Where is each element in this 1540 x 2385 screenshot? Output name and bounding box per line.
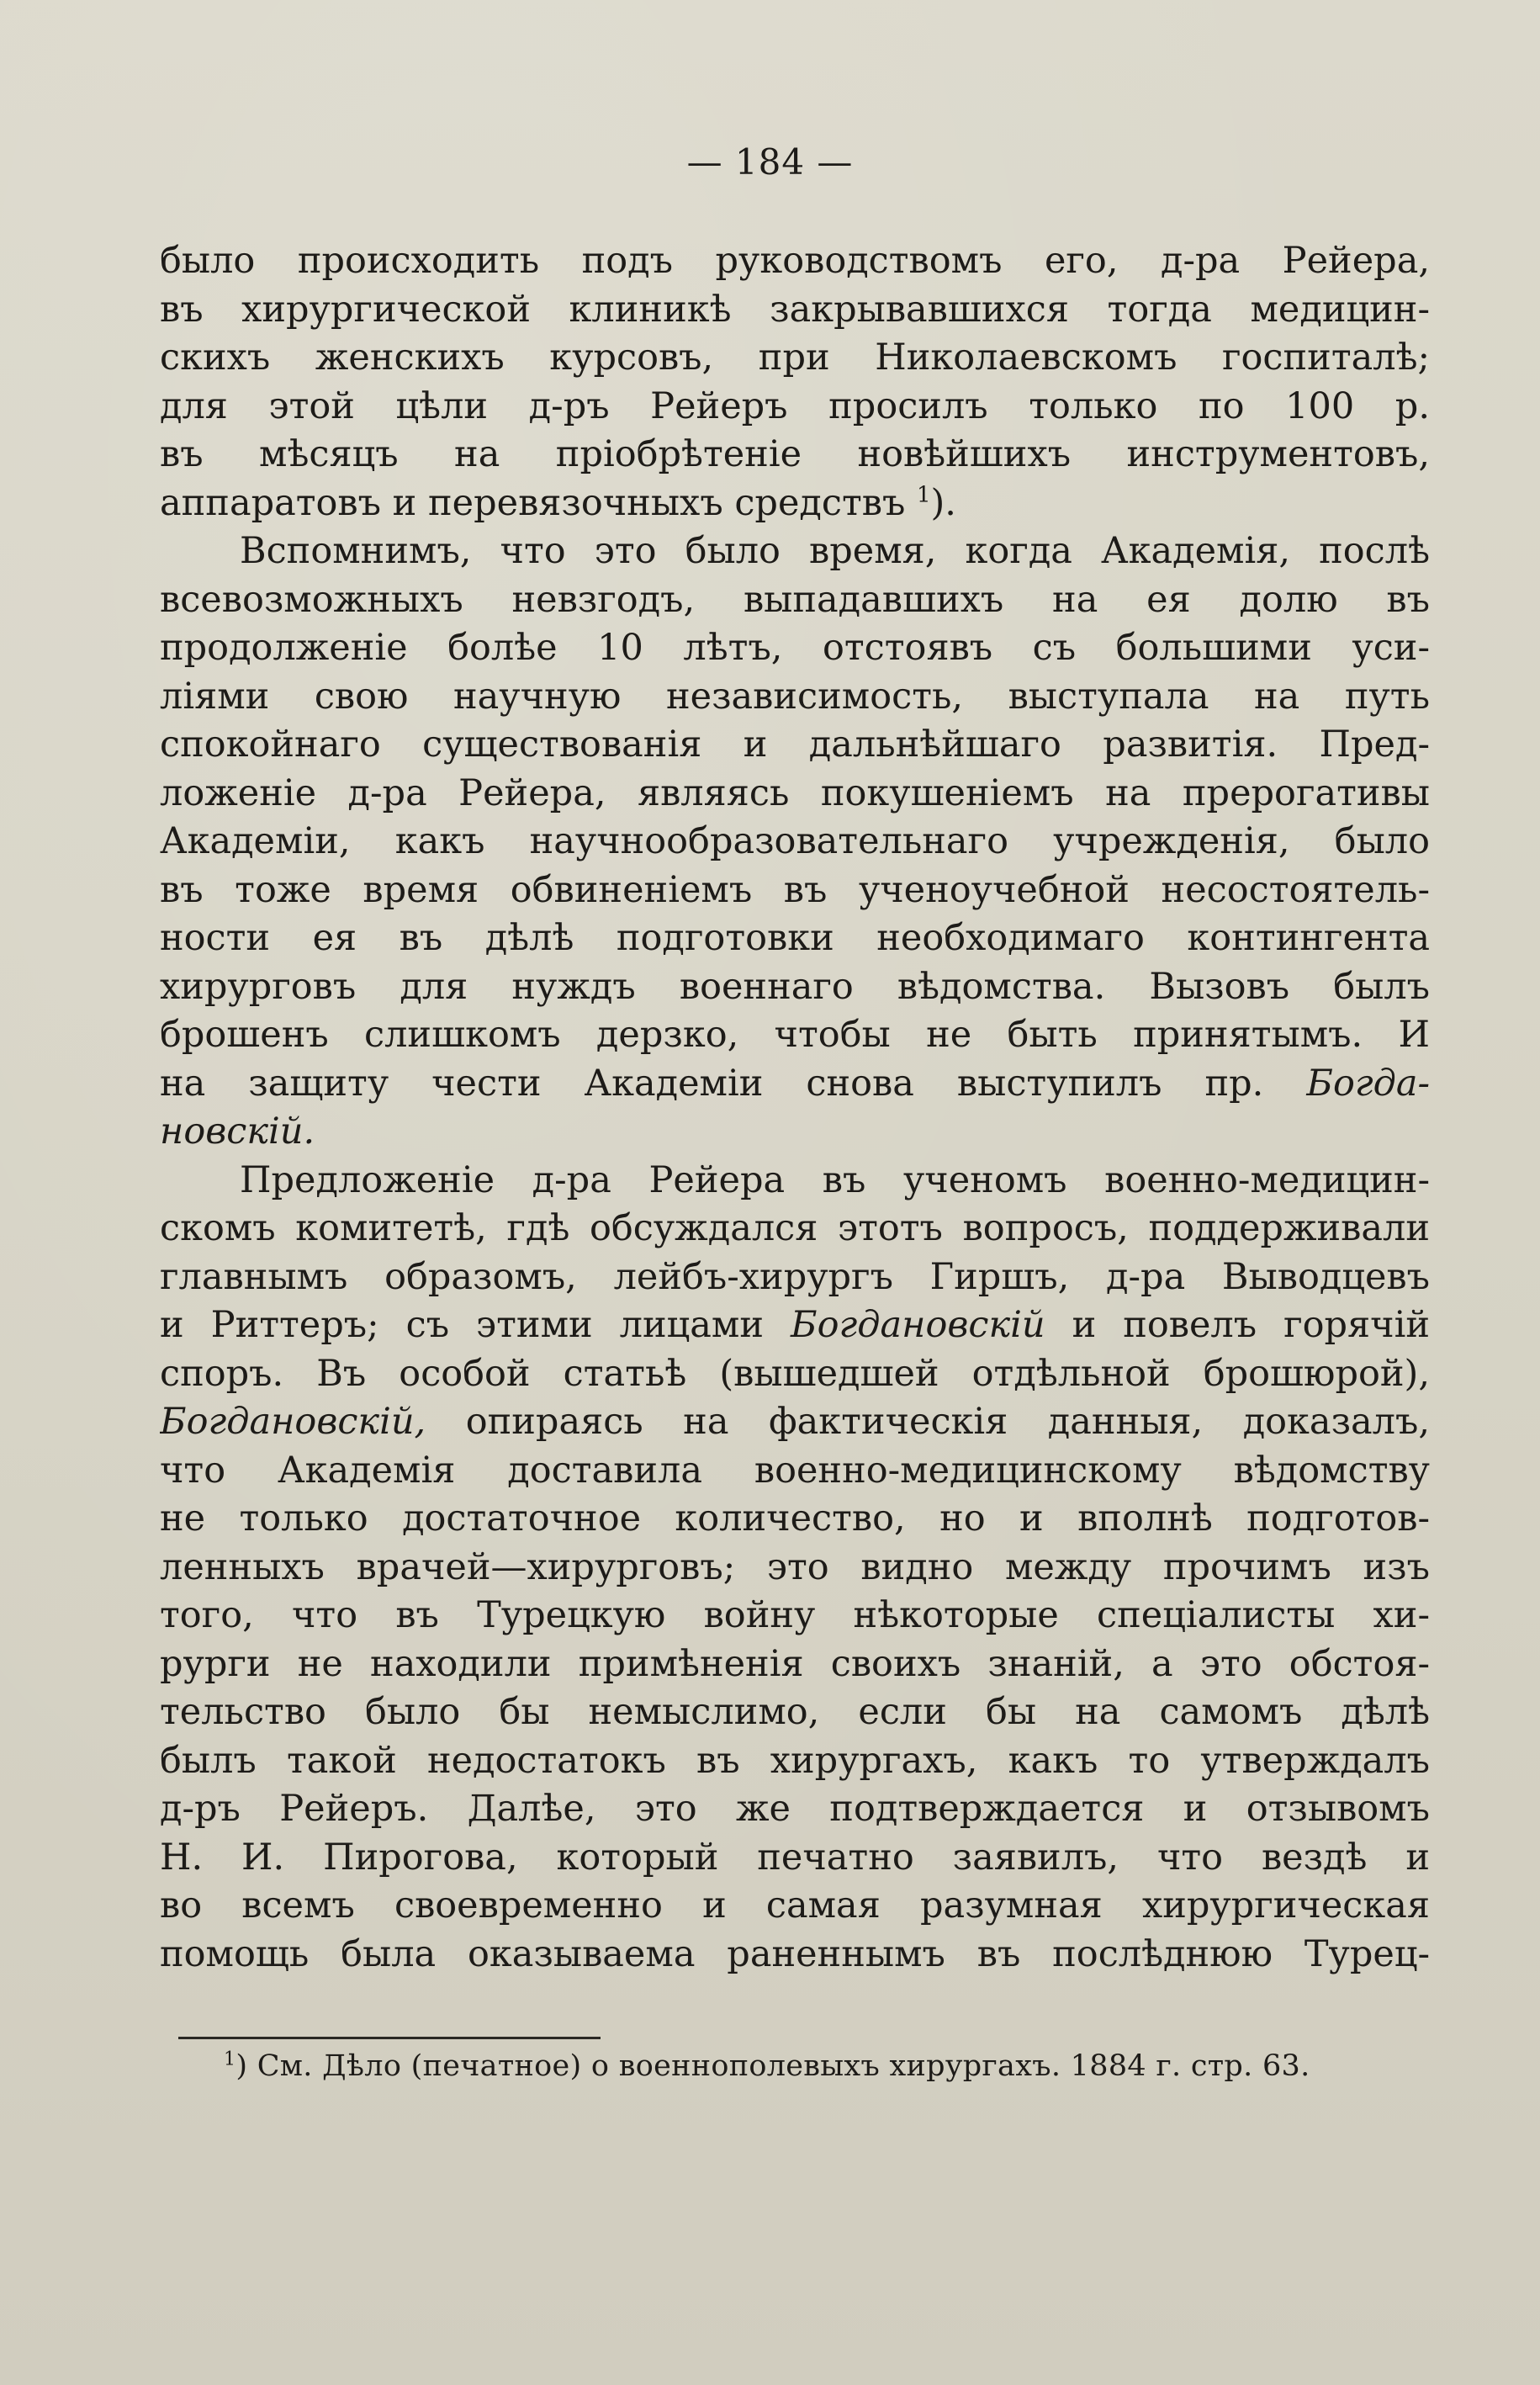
text-line: былъ такой недостатокъ въ хирургахъ, какъ то утверждалъ (160, 1739, 1430, 1782)
text-line: въ мѣсяцъ на пріобрѣтеніе новѣйшихъ инструментовъ, (160, 433, 1430, 475)
text-line: тельство было бы немыслимо, если бы на самомъ дѣлѣ (160, 1691, 1430, 1733)
text-line: въ тоже время обвиненіемъ въ ученоучебной несостоятель- (160, 868, 1430, 911)
text-line: Н. И. Пирогова, который печатно заявилъ, что вездѣ и (160, 1836, 1430, 1879)
text-line: ліями свою научную независимость, выступала на путь (160, 675, 1430, 718)
text-line: помощь была оказываема раненнымъ въ послѣднюю Турец- (160, 1932, 1430, 1975)
text-line: ности ея въ дѣлѣ подготовки необходимаго контингента (160, 917, 1430, 959)
italic-name: Богда- (1306, 1062, 1430, 1105)
text-line: было происходить подъ руководствомъ его, д-ра Рейера, (160, 240, 1430, 282)
text-line: ложеніе д-ра Рейера, являясь покушеніемъ на прерогативы (160, 771, 1430, 814)
text-line (160, 1301, 1430, 1350)
text-segment: и Риттеръ; съ этими лицами (160, 1304, 765, 1346)
text-segment: аппаратовъ и перевязочныхъ средствъ (160, 481, 906, 524)
italic-name: Богдановскій (791, 1304, 1045, 1346)
text-line: спокойнаго существованія и дальнѣйшаго развитія. Пред- (160, 723, 1430, 766)
text-segment: опираясь на фактическія данныя, доказалъ, (465, 1401, 1430, 1443)
text-line: хирурговъ для нуждъ военнаго вѣдомства. Вызовъ былъ (160, 965, 1430, 1008)
text-line: во всемъ своевременно и самая разумная хирургическая (160, 1884, 1430, 1927)
text-line: споръ. Въ особой статьѣ (вышедшей отдѣльной брошюрой), (160, 1352, 1430, 1395)
text-line: что Академія доставила военно-медицинскому вѣдомству (160, 1449, 1430, 1492)
text-line (160, 1398, 1430, 1447)
text-line: ленныхъ врачей—хирурговъ; это видно между прочимъ изъ (160, 1545, 1430, 1588)
footnote-text: ) См. Дѣло (печатное) о военнополевыхъ хирургахъ. 1884 г. стр. 63. (235, 2049, 1310, 2083)
footnote (224, 2046, 1435, 2086)
footnote-marker: 1 (916, 482, 931, 508)
footnote-number: 1 (224, 2048, 236, 2070)
text-line: скомъ комитетѣ, гдѣ обсуждался этотъ вопросъ, поддерживали (160, 1207, 1430, 1249)
text-segment: на защиту чести Академіи снова выступилъ пр. (160, 1062, 1264, 1105)
text-line: продолженіе болѣе 10 лѣтъ, отстоявъ съ большими уси- (160, 627, 1430, 669)
footnote-divider (178, 2037, 601, 2039)
text-line: въ хирургической клиникѣ закрывавшихся тогда медицин- (160, 288, 1430, 331)
body-text (160, 237, 1430, 1979)
text-line (160, 480, 1430, 528)
italic-name: Богдановскій, (160, 1401, 426, 1443)
text-line (160, 1060, 1430, 1109)
text-segment: и повелъ горячій (1072, 1304, 1430, 1346)
text-line: Академіи, какъ научнообразовательнаго учрежденія, было (160, 820, 1430, 862)
text-line: главнымъ образомъ, лейбъ-хирургъ Гиршъ, д-ра Выводцевъ (160, 1255, 1430, 1298)
page-number: — 184 — (686, 141, 854, 183)
text-line: новскій. (160, 1110, 315, 1153)
text-line: рурги не находили примѣненія своихъ знаній, а это обстоя- (160, 1642, 1430, 1685)
text-line: д-ръ Рейеръ. Далѣе, это же подтверждается и отзывомъ (160, 1788, 1430, 1830)
text-line: скихъ женскихъ курсовъ, при Николаевскомъ госпиталѣ; (160, 337, 1430, 379)
text-segment: ). (930, 481, 956, 524)
text-line: всевозможныхъ невзгодъ, выпадавшихъ на ея долю въ (160, 578, 1430, 621)
text-line: не только достаточное количество, но и вполнѣ подготов- (160, 1497, 1430, 1540)
text-line: Вспомнимъ, что это было время, когда Академія, послѣ (240, 530, 1430, 572)
text-line: брошенъ слишкомъ дерзко, чтобы не быть принятымъ. И (160, 1014, 1430, 1056)
text-line: для этой цѣли д-ръ Рейеръ просилъ только по 100 р. (160, 384, 1430, 427)
text-line: того, что въ Турецкую войну нѣкоторые спеціалисты хи- (160, 1594, 1430, 1636)
text-line: Предложеніе д-ра Рейера въ ученомъ военно-медицин- (240, 1158, 1430, 1201)
